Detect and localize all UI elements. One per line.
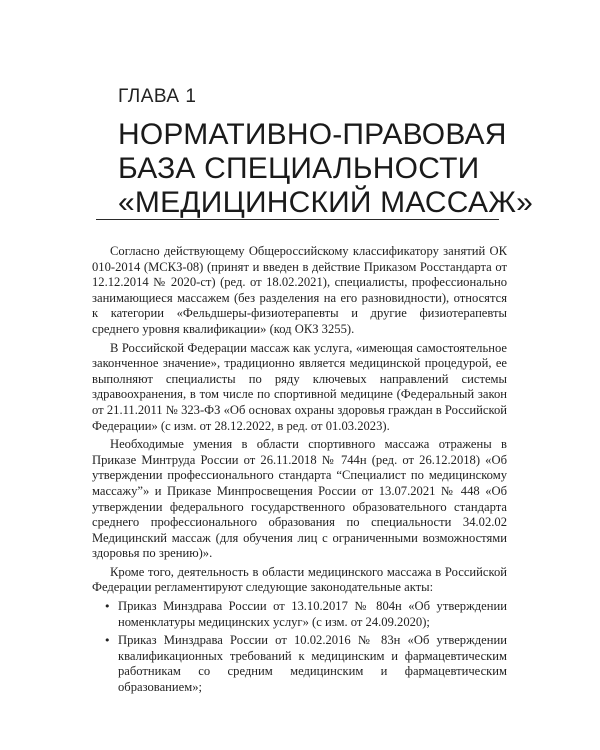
chapter-title-line: БАЗА СПЕЦИАЛЬНОСТИ: [118, 152, 480, 185]
list-item: [92, 633, 507, 695]
chapter-title: [118, 118, 558, 220]
bullet-icon: •: [104, 634, 111, 648]
paragraph: В Российской Федерации массаж как услуга, «имеющая самостоятельное законченное значение», традиционно является медицинской процедурой, ее выполняют специалисты по ряду ключевых направлений системы здравоохранения, в том числе по спортивной медицине (Федеральный закон от 21.11.2011 № 323-ФЗ «Об основах охраны здоровья граждан в Российской Федерации» (с изм. от 28.12.2022, в ред. от 01.03.2023).: [92, 340, 507, 433]
paragraph: Кроме того, деятельность в области медицинского массажа в Российской Федерации регламентируют следующие законодательные акты:: [92, 564, 507, 595]
list-item-text: Приказ Минздрава России от 10.02.2016 № 83н «Об утверждении квалификационных требований к медицинским и фармацевтическим работникам со средним медицинским и фармацевтическим образованием»;: [118, 633, 507, 695]
paragraph: Необходимые умения в области спортивного массажа отражены в Приказе Минтруда России от 26.11.2018 № 744н (ред. от 26.12.2018) «Об утверждении профессионального стандарта “Специалист по медицинскому массажу”» и Приказе Минпросвещения России от 13.07.2021 № 448 «Об утверждении федерального государственного образовательного стандарта среднего профессионального образования по специальности 34.02.02 Медицинский массаж (для обучения лиц с ограниченными возможностями здоровья по зрению)».: [92, 437, 507, 561]
body-text: [92, 244, 507, 699]
chapter-label: ГЛАВА 1: [118, 86, 197, 107]
chapter-title-line: «МЕДИЦИНСКИЙ МАССАЖ»: [118, 186, 533, 219]
legal-acts-list: [92, 599, 507, 696]
list-item: [92, 599, 507, 630]
bullet-icon: •: [104, 600, 111, 614]
title-underline: [96, 219, 499, 220]
paragraph: Согласно действующему Общероссийскому классификатору занятий ОК 010-2014 (МСКЗ-08) (принят и введен в действие Приказом Росстандарта от 12.12.2014 № 2020-ст) (ред. от 18.02.2021), специалисты, профессионально занимающиеся массажем (без разделения на его разновидности), относятся к категории «Фельдшеры-физиотерапевты и другие физиотерапевты среднего уровня квалификации» (код ОКЗ 3255).: [92, 244, 507, 336]
list-item-text: Приказ Минздрава России от 13.10.2017 № 804н «Об утверждении номенклатуры медицинских услуг» (с изм. от 24.09.2020);: [118, 599, 507, 629]
chapter-title-line: НОРМАТИВНО-ПРАВОВАЯ: [118, 118, 507, 151]
